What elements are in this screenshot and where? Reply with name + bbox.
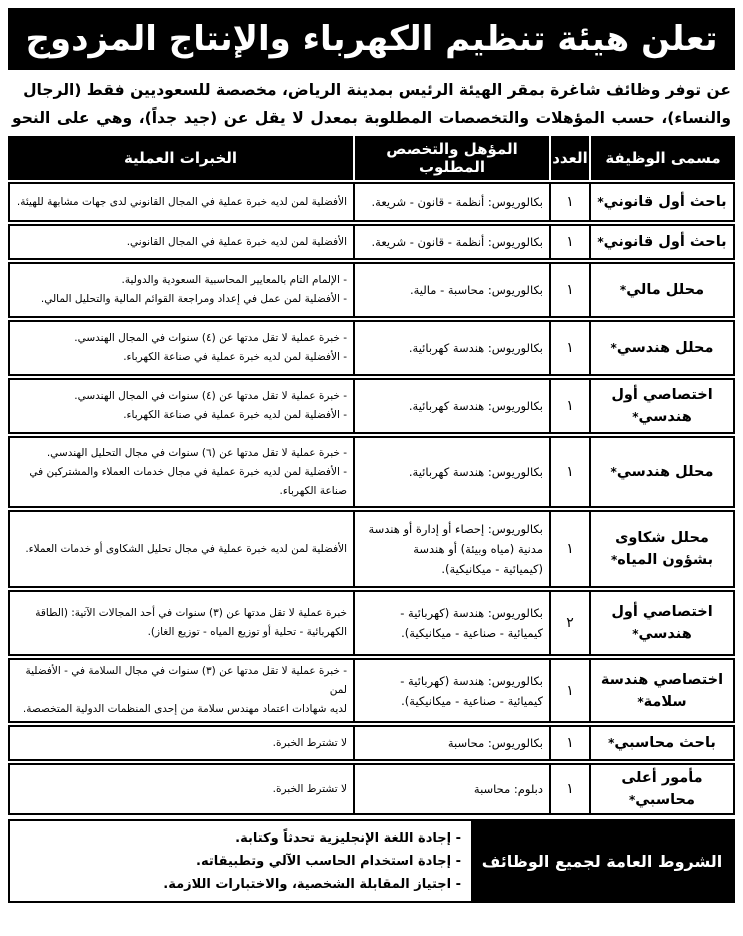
- job-title: محلل مالي: [626, 282, 705, 298]
- table-row: [8, 590, 735, 656]
- experience-line: - خبرة عملية لا تقل مدتها عن (٣) سنوات في مجال السلامة في - الأفضلية لمن: [25, 665, 347, 696]
- qualification-line: دبلوم: محاسبة: [473, 782, 543, 796]
- job-title-cell: [589, 436, 735, 508]
- job-title-cell: [589, 320, 735, 376]
- asterisk-mark: *: [610, 341, 617, 355]
- experience-line: الأفضلية لمن لديه خبرة عملية في مجال تحليل الشكاوى أو خدمات العملاء.: [25, 542, 347, 555]
- table-header-row: [8, 136, 735, 180]
- job-count: ١: [549, 182, 589, 222]
- experience-line: - الأفضلية لمن لديه خبرة عملية في صناعة الكهرباء.: [123, 351, 347, 363]
- job-count: ١: [549, 224, 589, 260]
- col-header-experience: الخبرات العملية: [8, 136, 353, 180]
- job-count: ١: [549, 658, 589, 723]
- job-title: مأمور أعلى محاسبي: [621, 770, 703, 808]
- jobs-table-body: [8, 182, 735, 815]
- job-count: ١: [549, 763, 589, 815]
- experience-line: خبرة عملية لا تقل مدتها عن (٣) سنوات في أحد المجالات الآتية: (الطاقة: [35, 607, 347, 619]
- asterisk-mark: *: [628, 793, 636, 807]
- experience-cell: [8, 182, 353, 222]
- asterisk-mark: *: [632, 627, 639, 641]
- job-count: ١: [549, 320, 589, 376]
- table-row: [8, 320, 735, 376]
- job-count: ١: [549, 262, 589, 318]
- qualification-line: بكالوريوس: إحصاء أو إدارة أو هندسة: [368, 522, 543, 536]
- job-title-cell: [589, 725, 735, 761]
- qualification-cell: [353, 590, 549, 656]
- job-count: ١: [549, 725, 589, 761]
- general-conditions-label: الشروط العامة لجميع الوظائف: [471, 821, 733, 901]
- qualification-cell: [353, 436, 549, 508]
- condition-item: - اجتياز المقابلة الشخصية، والاختبارات اللازمة.: [163, 877, 461, 892]
- col-header-title: مسمى الوظيفة: [589, 136, 735, 180]
- table-row: [8, 436, 735, 508]
- qualification-line: (كيميائية - ميكانيكية).: [441, 562, 543, 576]
- table-row: [8, 510, 735, 588]
- qualification-cell: [353, 262, 549, 318]
- experience-line: الكهربائية - تحلية أو توزيع المياه - توزيع الغاز).: [147, 626, 347, 638]
- general-conditions-list: [10, 821, 471, 901]
- qualification-line: بكالوريوس: هندسة كهربائية.: [408, 465, 543, 479]
- job-title: محلل هندسي: [616, 464, 714, 480]
- col-header-qualification: المؤهل والتخصص المطلوب: [353, 136, 549, 180]
- job-title: اختصاصي أول هندسي: [611, 604, 713, 642]
- job-count: ١: [549, 510, 589, 588]
- qualification-line: بكالوريوس: هندسة (كهربائية -: [400, 606, 543, 620]
- qualification-cell: [353, 182, 549, 222]
- experience-cell: [8, 590, 353, 656]
- experience-line: - خبرة عملية لا تقل مدتها عن (٤) سنوات في المجال الهندسي.: [74, 390, 347, 402]
- job-title: محلل شكاوى بشؤون المياه: [615, 530, 714, 568]
- asterisk-mark: *: [610, 465, 617, 479]
- condition-item: - إجادة استخدام الحاسب الآلي وتطبيقاته.: [196, 854, 461, 869]
- experience-line: لا تشترط الخبرة.: [272, 782, 347, 795]
- asterisk-mark: *: [608, 736, 615, 750]
- table-row: [8, 182, 735, 222]
- job-title-cell: [589, 510, 735, 588]
- qualification-line: مدنية (مياه وبيئة) أو هندسة: [413, 542, 543, 556]
- job-count: ١: [549, 378, 589, 434]
- qualification-line: بكالوريوس: هندسة كهربائية.: [408, 399, 543, 413]
- qualification-line: بكالوريوس: محاسبة: [447, 736, 543, 750]
- job-title: باحث أول قانوني: [603, 234, 727, 250]
- qualification-line: بكالوريوس: أنظمة - قانون - شريعة.: [371, 235, 543, 249]
- table-row: [8, 224, 735, 260]
- experience-line: الأفضلية لمن لديه خبرة عملية في المجال القانوني.: [126, 235, 347, 248]
- experience-cell: [8, 378, 353, 434]
- qualification-cell: [353, 378, 549, 434]
- experience-cell: [8, 262, 353, 318]
- experience-line: - الأفضلية لمن لديه خبرة عملية في مجال خدمات العملاء والمشتركين في: [29, 465, 347, 478]
- job-title: محلل هندسي: [616, 340, 714, 356]
- job-title-cell: [589, 262, 735, 318]
- qualification-line: كيميائية - صناعية - ميكانيكية).: [401, 626, 543, 640]
- job-title: باحث أول قانوني: [603, 194, 727, 210]
- table-row: [8, 658, 735, 723]
- experience-cell: [8, 510, 353, 588]
- experience-cell: [8, 436, 353, 508]
- job-title-cell: [589, 378, 735, 434]
- experience-cell: [8, 658, 353, 723]
- qualification-line: بكالوريوس: أنظمة - قانون - شريعة.: [371, 195, 543, 209]
- job-count: ١: [549, 436, 589, 508]
- experience-line: - خبرة عملية لا تقل مدتها عن (٦) سنوات في مجال التحليل الهندسي.: [46, 446, 347, 459]
- col-header-count: العدد: [549, 136, 589, 180]
- experience-line: - الإلمام التام بالمعايير المحاسبية السعودية والدولية.: [121, 274, 347, 286]
- experience-cell: [8, 224, 353, 260]
- qualification-cell: [353, 658, 549, 723]
- table-row: [8, 725, 735, 761]
- qualification-cell: [353, 763, 549, 815]
- qualification-cell: [353, 320, 549, 376]
- qualification-line: بكالوريوس: هندسة (كهربائية -: [400, 673, 543, 688]
- table-row: [8, 378, 735, 434]
- asterisk-mark: *: [619, 283, 627, 297]
- qualification-cell: [353, 224, 549, 260]
- table-row: [8, 763, 735, 815]
- experience-cell: [8, 763, 353, 815]
- condition-item: - إجادة اللغة الإنجليزية تحدثاً وكتابة.: [235, 831, 461, 846]
- table-row: [8, 262, 735, 318]
- qualification-line: بكالوريوس: محاسبة - مالية.: [409, 283, 543, 297]
- job-title: اختصاصي هندسة سلامة: [600, 671, 724, 710]
- experience-line: الأفضلية لمن لديه خبرة عملية في المجال القانوني لدى جهات مشابهة للهيئة.: [16, 195, 347, 208]
- experience-line: صناعة الكهرباء.: [279, 484, 347, 497]
- asterisk-mark: *: [597, 195, 604, 209]
- job-count: ٢: [549, 590, 589, 656]
- asterisk-mark: *: [637, 694, 644, 709]
- intro-line-1: عن توفر وظائف شاغرة بمقر الهيئة الرئيس بمدينة الرياض، مخصصة للسعوديين فقط (الرجال: [23, 81, 731, 99]
- job-title-cell: [589, 658, 735, 723]
- asterisk-mark: *: [597, 235, 604, 249]
- experience-line: - خبرة عملية لا تقل مدتها عن (٤) سنوات في المجال الهندسي.: [74, 332, 347, 344]
- job-title: باحث محاسبي: [614, 735, 716, 751]
- job-title-cell: [589, 182, 735, 222]
- experience-line: - الأفضلية لمن لديه خبرة عملية في صناعة الكهرباء.: [123, 409, 347, 421]
- experience-line: لا تشترط الخبرة.: [272, 736, 347, 749]
- job-title-cell: [589, 224, 735, 260]
- qualification-line: بكالوريوس: هندسة كهربائية.: [408, 341, 543, 355]
- qualification-cell: [353, 510, 549, 588]
- asterisk-mark: *: [610, 553, 618, 567]
- qualification-line: كيميائية - صناعية - ميكانيكية).: [401, 693, 543, 708]
- general-conditions: [8, 819, 735, 903]
- qualification-cell: [353, 725, 549, 761]
- experience-cell: [8, 725, 353, 761]
- experience-cell: [8, 320, 353, 376]
- job-title-cell: [589, 590, 735, 656]
- intro-paragraph: [8, 70, 735, 155]
- asterisk-mark: *: [632, 410, 639, 424]
- jobs-table: [8, 134, 735, 817]
- job-title: اختصاصي أول هندسي: [611, 387, 713, 425]
- experience-line: - الأفضلية لمن عمل في إعداد ومراجعة القوائم المالية والتحليل المالي.: [40, 293, 347, 305]
- job-title-cell: [589, 763, 735, 815]
- experience-line: لديه شهادات اعتماد مهندس سلامة من إحدى المنظمات الدولية المتخصصة.: [22, 703, 347, 715]
- intro-line-2: والنساء)، حسب المؤهلات والتخصصات المطلوبة بمعدل لا يقل عن (جيد جداً)، وهي على النحو التالي:: [12, 109, 731, 155]
- announcement-title: تعلن هيئة تنظيم الكهرباء والإنتاج المزدوج: [8, 8, 735, 70]
